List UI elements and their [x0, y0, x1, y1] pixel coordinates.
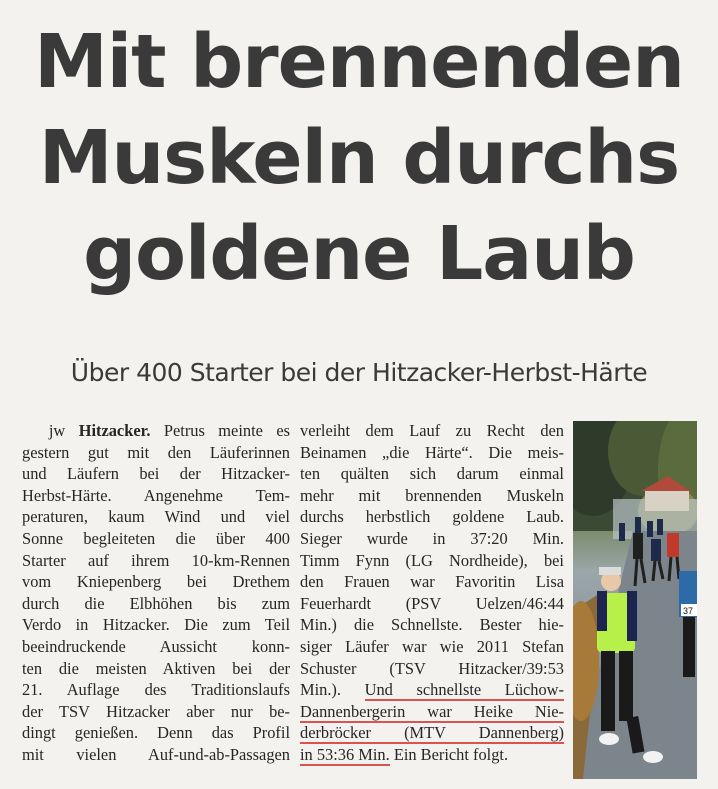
text-line — [300, 722, 564, 744]
underlined-text: derbröcker (MTV Dannenberg) — [300, 723, 564, 743]
text-line — [300, 679, 564, 701]
text-line — [22, 420, 290, 442]
text-line: durch die Elbhöhen bis zum — [22, 593, 290, 613]
runners-photo-illustration — [573, 421, 697, 779]
text-line: verleiht dem Lauf zu Recht den — [300, 421, 564, 440]
text-line: durchs herbstlich goldene Laub. — [300, 507, 564, 527]
text-line: Sonne begleiteten die über 400 — [22, 528, 290, 548]
text-line — [300, 701, 564, 723]
headline-line-2: Muskeln durchs — [38, 115, 680, 201]
dateline: Hitzacker. — [78, 421, 151, 440]
text-line: Beinamen „die Härte“. Die meis- — [300, 442, 564, 462]
text-line: 21. Auflage des Traditionslaufs — [22, 680, 290, 700]
text-line: vom Kniepenberg bei Drethem — [22, 572, 290, 592]
text-line: beeindruckende Aussicht konn- — [22, 636, 290, 656]
text-fragment: Min.). — [300, 680, 341, 700]
text-line: mit vielen Auf-und-ab-Passagen — [22, 744, 290, 764]
text-line: Verdo in Hitzacker. Die zum Teil — [22, 615, 290, 635]
text-line: Feuerhardt (PSV Uelzen/46:44 — [300, 593, 564, 613]
byline: jw — [48, 421, 66, 440]
article-column-left — [22, 420, 290, 766]
text-line: und Läufern bei der Hitzacker- — [22, 464, 290, 484]
headline — [0, 14, 718, 302]
text-line: der TSV Hitzacker aber nur be- — [22, 701, 290, 721]
article-column-middle — [300, 420, 564, 766]
text-fragment: Petrus meinte es — [163, 421, 290, 440]
runners-photo — [573, 421, 697, 779]
underlined-text: Und schnellste Lüchow- — [364, 680, 564, 700]
text-line: dingt genießen. Denn das Profil — [22, 723, 290, 743]
text-line: Timm Fynn (LG Nordheide), bei — [300, 550, 564, 570]
text-line: siger Läufer war wie 2011 Stefan — [300, 636, 564, 656]
text-line: Min.) die Schnellste. Bester hie- — [300, 615, 564, 635]
text-line: ten die meisten Aktiven bei der — [22, 658, 290, 678]
text-line: Sieger wurde in 37:20 Min. — [300, 528, 564, 548]
text-line: Schuster (TSV Hitzacker/39:53 — [300, 658, 564, 678]
text-line: den Frauen war Favoritin Lisa — [300, 572, 564, 592]
text-line: ten quälten sich darum einmal — [300, 464, 564, 484]
text-line: gestern gut mit den Läuferinnen — [22, 442, 290, 462]
text-line: mehr mit brennenden Muskeln — [300, 485, 564, 505]
underlined-text: in 53:36 Min. — [300, 744, 390, 764]
text-line: peraturen, kaum Wind und viel — [22, 507, 290, 527]
underlined-text: Dannenbergerin war Heike Nie- — [300, 701, 564, 721]
headline-line-1: Mit brennenden — [34, 19, 684, 105]
subheadline: Über 400 Starter bei der Hitzacker-Herbst-Härte — [70, 358, 648, 387]
text-line: Starter auf ihrem 10-km-Rennen — [22, 550, 290, 570]
text-line: Herbst-Härte. Angenehme Tem- — [22, 485, 290, 505]
text-fragment: Ein Bericht folgt. — [393, 744, 509, 764]
bib-number: 37 — [683, 606, 694, 616]
headline-line-3: goldene Laub — [83, 211, 635, 297]
text-line — [300, 744, 564, 766]
